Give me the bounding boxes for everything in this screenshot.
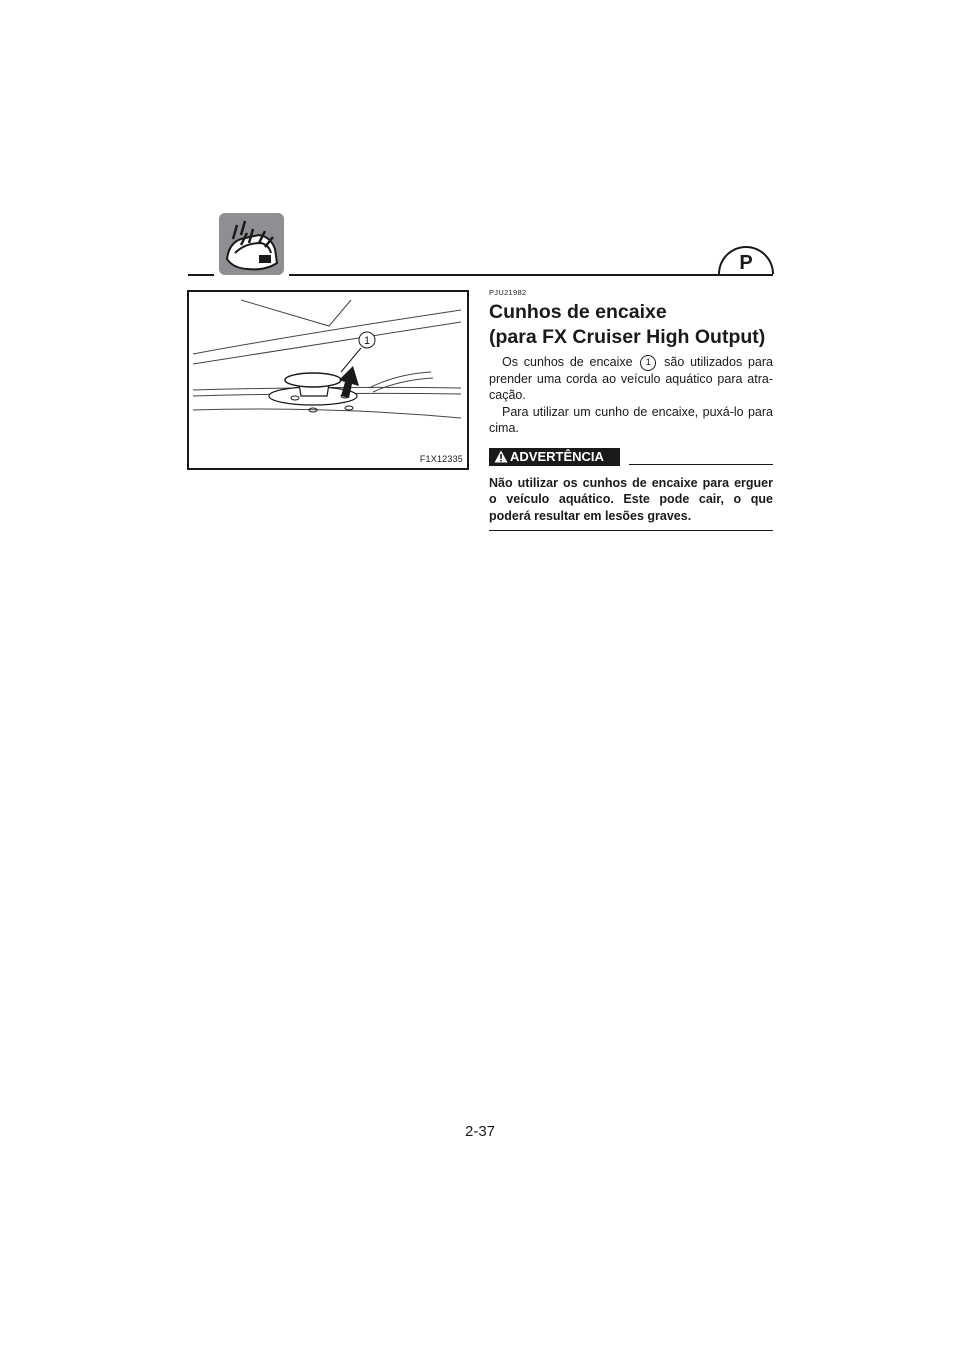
- para1-text-b: são utilizados para prender uma corda ao veículo aquático para atra-cação.: [489, 355, 773, 402]
- warning-label: ADVERTÊNCIA: [510, 448, 604, 464]
- paragraph-1: [489, 354, 773, 404]
- section-content: [489, 288, 773, 531]
- warning-triangle-icon: [494, 450, 508, 463]
- title-line-1: Cunhos de encaixe: [489, 301, 667, 323]
- figure-code: F1X12335: [419, 454, 463, 464]
- warning-end-rule: [489, 530, 773, 531]
- section-title: [489, 300, 773, 350]
- warning-header: [489, 448, 773, 470]
- figure-callout-number: 1: [363, 335, 371, 347]
- figure-cleat: [187, 290, 469, 470]
- warning-badge: [489, 448, 620, 466]
- page-number: 2-37: [464, 1123, 496, 1140]
- para1-text-a: Os cunhos de encaixe: [502, 355, 633, 369]
- language-badge: P: [718, 246, 774, 274]
- callout-1: 1: [640, 355, 656, 371]
- section-ref-code: PJU21982: [489, 288, 527, 297]
- cleat-illustration: [189, 292, 467, 468]
- paragraph-2: Para utilizar um cunho de encaixe, puxá-lo para cima.: [489, 404, 773, 435]
- watercraft-icon: [219, 213, 284, 275]
- warning-rule: [629, 464, 773, 465]
- title-line-2: (para FX Cruiser High Output): [489, 326, 766, 348]
- warning-text: Não utilizar os cunhos de encaixe para erguer o veículo aquático. Este pode cair, o que poderá resultar em lesões graves.: [489, 475, 773, 523]
